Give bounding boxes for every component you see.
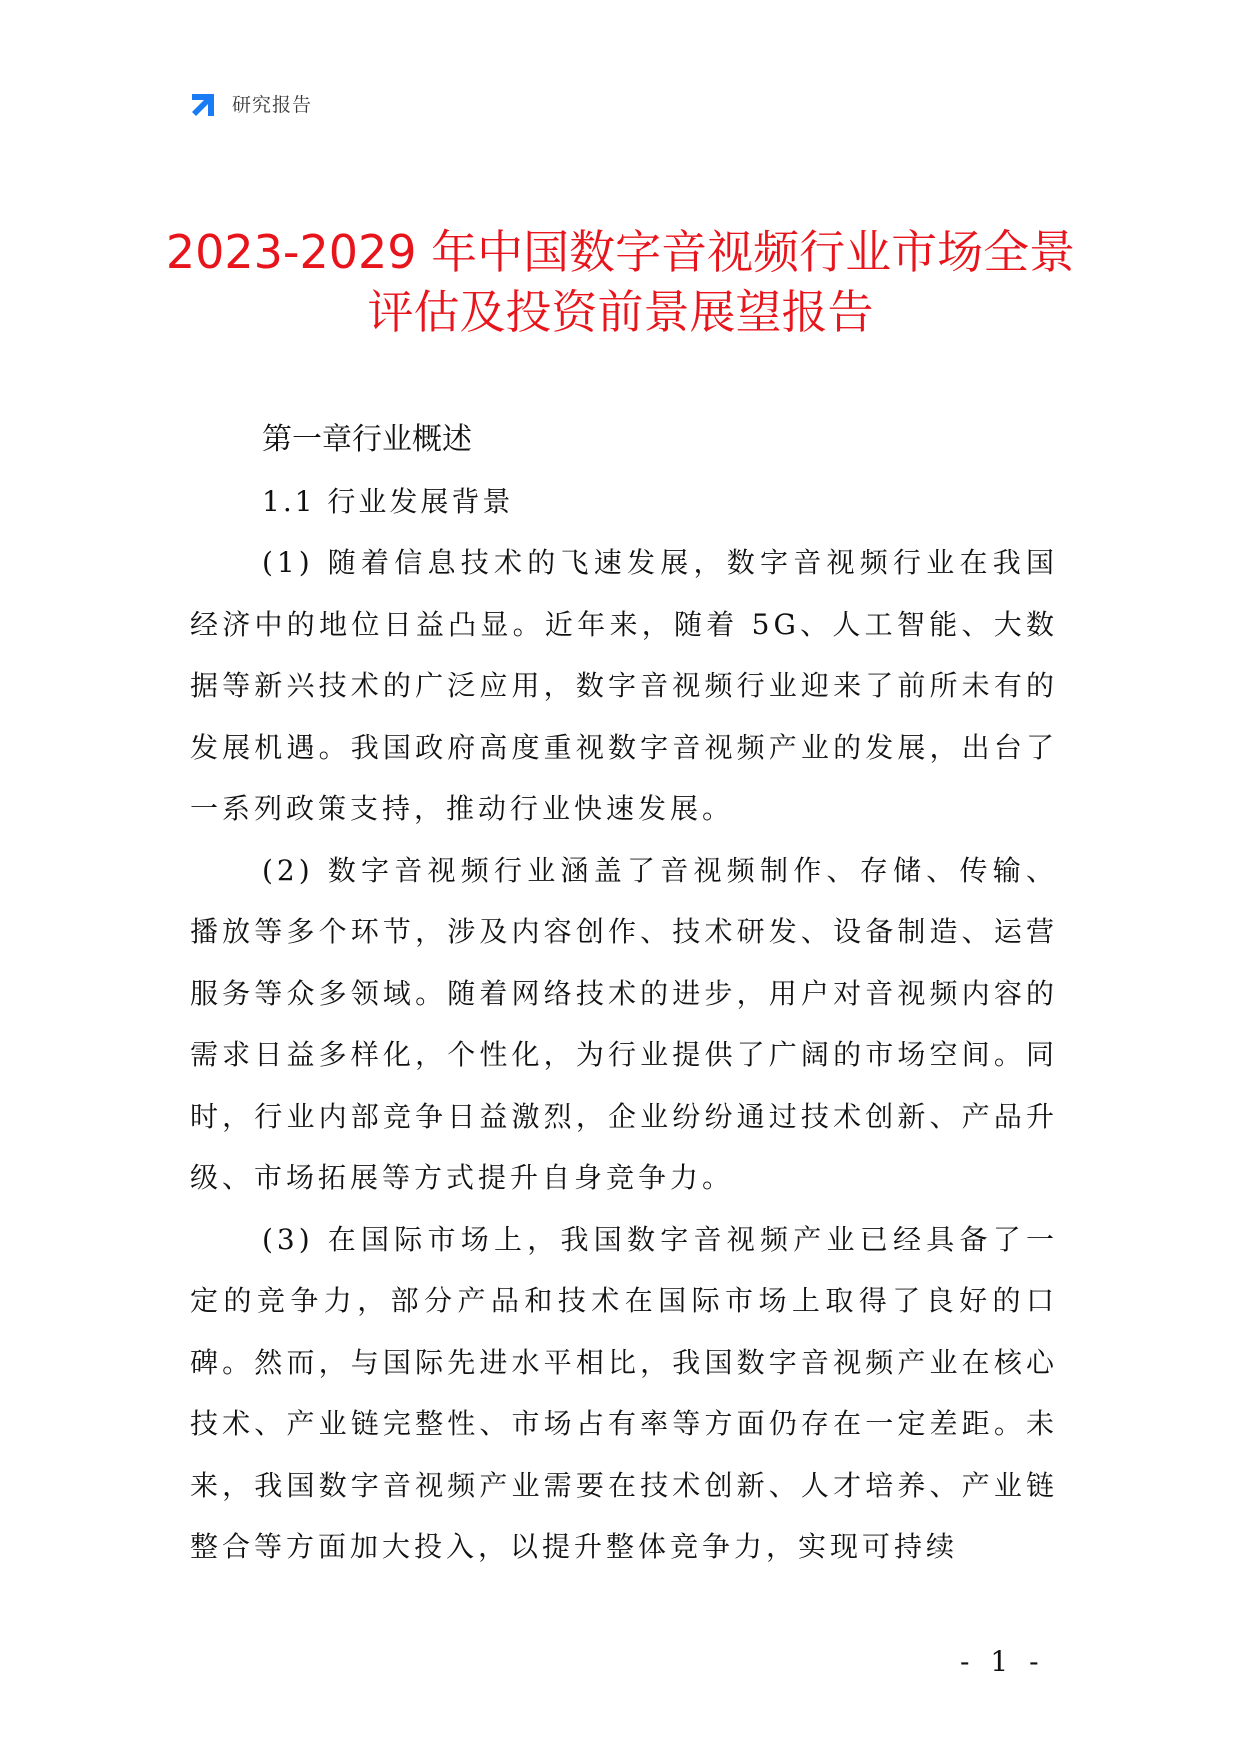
paragraph-1: (1) 随着信息技术的飞速发展，数字音视频行业在我国经济中的地位日益凸显。近年来，随着 5G、人工智能、大数据等新兴技术的广泛应用，数字音视频行业迎来了前所未有的发展机遇。我国政府高度重视数字音视频产业的发展，出台了一系列政策支持，推动行业快速发展。 [190, 546, 1058, 825]
page-number: - 1 - [960, 1645, 1045, 1678]
chapter-heading: 第一章行业概述 [262, 422, 472, 457]
report-header [190, 88, 312, 118]
paragraph-2: (2) 数字音视频行业涵盖了音视频制作、存储、传输、播放等多个环节，涉及内容创作、技术研发、设备制造、运营服务等众多领域。随着网络技术的进步，用户对音视频内容的需求日益多样化，个性化，为行业提供了广阔的市场空间。同时，行业内部竞争日益激烈，企业纷纷通过技术创新、产品升级、市场拓展等方式提升自身竞争力。 [190, 853, 1058, 1194]
report-title [0, 222, 1241, 342]
arrow-logo-icon [190, 88, 220, 118]
section-heading: 1.1 行业发展背景 [262, 485, 514, 518]
header-label: 研究报告 [232, 93, 313, 116]
document-body [190, 420, 1058, 1578]
paragraph-3: (3) 在国际市场上，我国数字音视频产业已经具备了一定的竞争力，部分产品和技术在国际市场上取得了良好的口碑。然而，与国际先进水平相比，我国数字音视频产业在核心技术、产业链完整性、市场占有率等方面仍存在一定差距。未来，我国数字音视频产业需要在技术创新、人才培养、产业链整合等方面加大投入，以提升整体竞争力，实现可持续 [190, 1222, 1058, 1563]
title-line-1: 2023-2029 年中国数字音视频行业市场全景 [165, 225, 1076, 279]
title-line-2: 评估及投资前景展望报告 [367, 285, 874, 339]
